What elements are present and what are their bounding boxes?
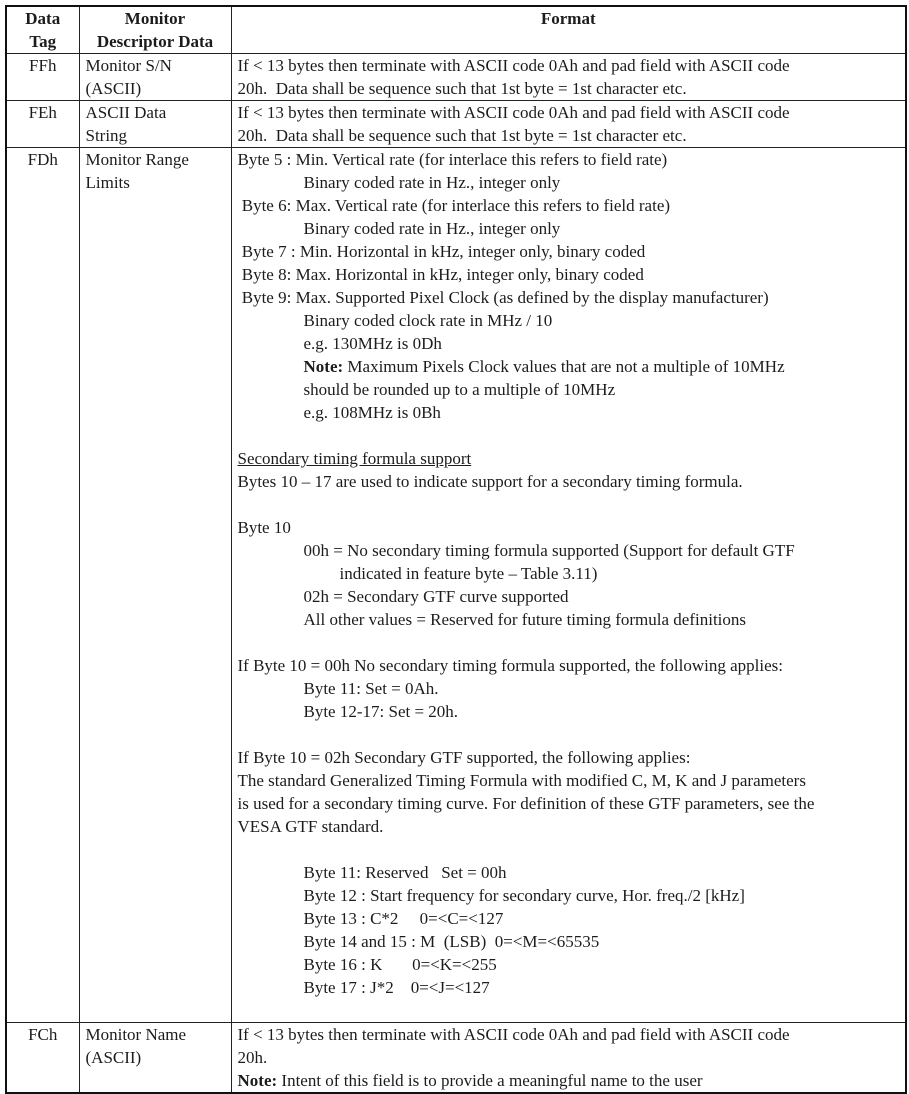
format-line [238, 608, 900, 631]
format-line [238, 355, 900, 378]
format-line [238, 930, 900, 953]
format-text: Byte 11: Reserved Set = 00h [303, 863, 507, 882]
format-line [238, 217, 900, 240]
format-line [238, 838, 900, 861]
descriptor-name-line: Monitor S/N [85, 56, 172, 75]
monitor-descriptor-table [5, 5, 907, 1094]
table-row [6, 54, 906, 101]
format-line [238, 861, 900, 884]
format-line [238, 953, 900, 976]
descriptor-name-line: Limits [85, 173, 130, 192]
format-text: Byte 14 and 15 : M (LSB) 0=<M=<65535 [303, 932, 600, 951]
format-line [238, 585, 900, 608]
descriptor-cell [79, 101, 231, 148]
format-cell [231, 148, 906, 1023]
format-text: Bytes 10 – 17 are used to indicate support for a secondary timing formula. [237, 472, 743, 491]
table-row [6, 101, 906, 148]
format-text: Byte 5 : Min. Vertical rate (for interlace this refers to field rate) [237, 150, 668, 169]
format-text: The standard Generalized Timing Formula with modified C, M, K and J parameters [237, 771, 806, 790]
format-cell [231, 101, 906, 148]
format-text: Byte 12-17: Set = 20h. [303, 702, 459, 721]
format-line [238, 493, 900, 516]
descriptor-cell [79, 1023, 231, 1094]
descriptor-name-line: String [85, 126, 128, 145]
format-text: If < 13 bytes then terminate with ASCII code 0Ah and pad field with ASCII code [237, 1025, 790, 1044]
format-line [238, 332, 900, 355]
format-text: If Byte 10 = 00h No secondary timing formula supported, the following applies: [237, 656, 783, 675]
format-line [238, 746, 900, 769]
format-line [238, 447, 900, 470]
format-line [238, 1023, 900, 1046]
format-line [238, 1046, 900, 1069]
format-text: is used for a secondary timing curve. For definition of these GTF parameters, see the [237, 794, 815, 813]
header-text: Monitor [124, 9, 186, 28]
format-text: Maximum Pixels Clock values that are not a multiple of 10MHz [343, 357, 785, 376]
descriptor-name-line: Monitor Name [85, 1025, 187, 1044]
format-line [238, 171, 900, 194]
descriptor-name-line: (ASCII) [85, 79, 142, 98]
data-tag-cell: FEh [6, 101, 79, 148]
format-line [238, 470, 900, 493]
format-text: Byte 10 [237, 518, 291, 537]
format-line [238, 976, 900, 999]
data-tag-cell: FFh [6, 54, 79, 101]
format-text: Secondary timing formula support [237, 449, 472, 468]
format-text: 20h. [237, 1048, 268, 1067]
format-text: Binary coded rate in Hz., integer only [303, 173, 561, 192]
format-text: indicated in feature byte – Table 3.11) [339, 564, 598, 583]
header-text: Descriptor Data [96, 32, 214, 51]
format-text: If < 13 bytes then terminate with ASCII code 0Ah and pad field with ASCII code [237, 56, 790, 75]
format-line [238, 124, 900, 147]
format-text: Byte 12 : Start frequency for secondary curve, Hor. freq./2 [kHz] [303, 886, 745, 905]
format-text: Binary coded rate in Hz., integer only [303, 219, 561, 238]
format-cell [231, 1023, 906, 1094]
format-line [238, 700, 900, 723]
format-line [238, 539, 900, 562]
format-line [238, 516, 900, 539]
format-text: If < 13 bytes then terminate with ASCII code 0Ah and pad field with ASCII code [237, 103, 790, 122]
format-text: 20h. Data shall be sequence such that 1st byte = 1st character etc. [237, 79, 687, 98]
format-text: e.g. 130MHz is 0Dh [303, 334, 442, 353]
format-text: Byte 11: Set = 0Ah. [303, 679, 439, 698]
format-line [238, 424, 900, 447]
data-tag-cell: FDh [6, 148, 79, 1023]
format-line [238, 999, 900, 1022]
format-text: Byte 9: Max. Supported Pixel Clock (as defined by the display manufacturer) [237, 288, 769, 307]
format-line [238, 286, 900, 309]
format-text: Byte 8: Max. Horizontal in kHz, integer only, binary coded [237, 265, 644, 284]
format-line [238, 815, 900, 838]
format-text: Byte 16 : K 0=<K=<255 [303, 955, 497, 974]
note-label: Note: [237, 1071, 278, 1090]
format-text: 20h. Data shall be sequence such that 1st byte = 1st character etc. [237, 126, 687, 145]
data-tag-cell: FCh [6, 1023, 79, 1094]
header-format: Format [231, 6, 906, 54]
format-line [238, 1069, 900, 1092]
header-text: Tag [29, 32, 57, 51]
header-data-tag [6, 6, 79, 54]
format-text: Binary coded clock rate in MHz / 10 [303, 311, 553, 330]
format-line [238, 309, 900, 332]
descriptor-name-line: ASCII Data [85, 103, 167, 122]
format-line [238, 907, 900, 930]
format-line [238, 101, 900, 124]
format-text: All other values = Reserved for future timing formula definitions [303, 610, 747, 629]
format-line [238, 792, 900, 815]
format-text: Byte 13 : C*2 0=<C=<127 [303, 909, 504, 928]
format-line [238, 562, 900, 585]
format-text: 00h = No secondary timing formula supported (Support for default GTF [303, 541, 795, 560]
format-line [238, 769, 900, 792]
format-text: VESA GTF standard. [237, 817, 384, 836]
format-line [238, 654, 900, 677]
format-text: should be rounded up to a multiple of 10MHz [303, 380, 616, 399]
format-line [238, 378, 900, 401]
format-line [238, 194, 900, 217]
format-text: Byte 6: Max. Vertical rate (for interlace this refers to field rate) [237, 196, 671, 215]
format-line [238, 54, 900, 77]
format-line [238, 884, 900, 907]
format-text: e.g. 108MHz is 0Bh [303, 403, 441, 422]
table-row [6, 1023, 906, 1094]
header-descriptor [79, 6, 231, 54]
format-text: Intent of this field is to provide a meaningful name to the user [277, 1071, 703, 1090]
format-line [238, 677, 900, 700]
format-text: 02h = Secondary GTF curve supported [303, 587, 569, 606]
format-line [238, 240, 900, 263]
format-line [238, 148, 900, 171]
format-line [238, 77, 900, 100]
format-text: Byte 17 : J*2 0=<J=<127 [303, 978, 490, 997]
format-line [238, 263, 900, 286]
format-text: If Byte 10 = 02h Secondary GTF supported, the following applies: [237, 748, 691, 767]
format-text: Byte 7 : Min. Horizontal in kHz, integer only, binary coded [237, 242, 646, 261]
format-cell [231, 54, 906, 101]
header-row [6, 6, 906, 54]
note-label: Note: [303, 357, 344, 376]
descriptor-name-line: (ASCII) [85, 1048, 142, 1067]
format-line [238, 723, 900, 746]
descriptor-name-line: Monitor Range [85, 150, 189, 169]
format-line [238, 401, 900, 424]
format-line [238, 631, 900, 654]
table-row [6, 148, 906, 1023]
header-text: Data [25, 9, 61, 28]
descriptor-cell [79, 54, 231, 101]
descriptor-cell [79, 148, 231, 1023]
